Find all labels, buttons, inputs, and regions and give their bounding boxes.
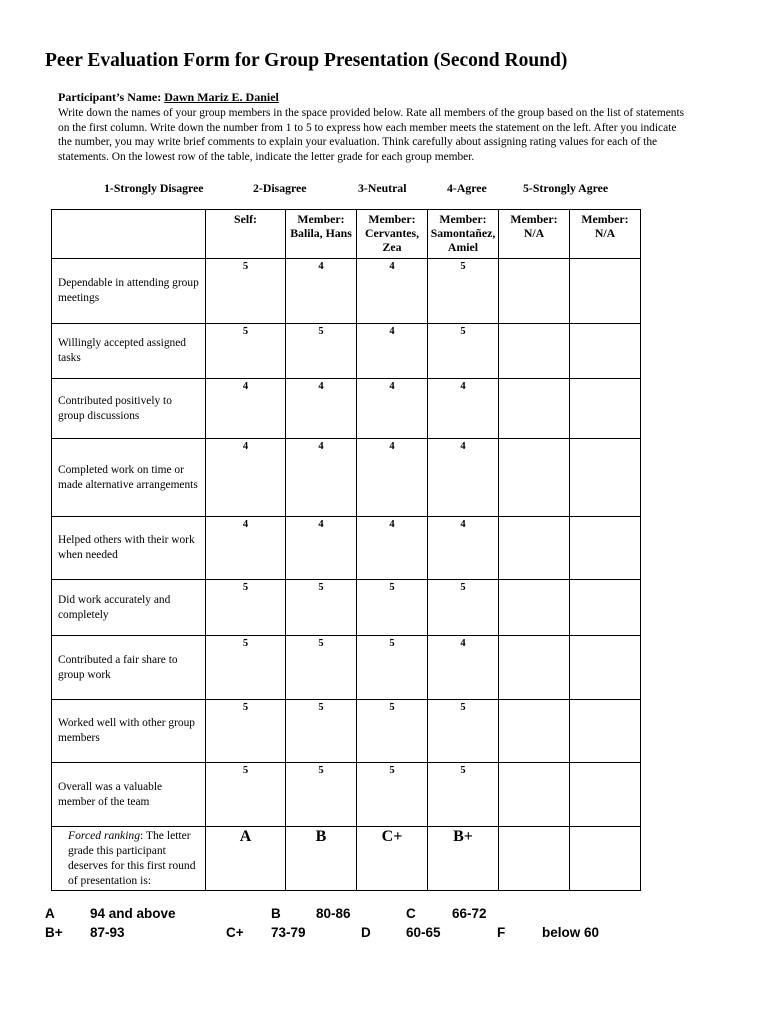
score-cell[interactable] <box>570 259 641 324</box>
header-member-4 <box>499 210 570 259</box>
grade-key-d-range: 60-65 <box>406 925 441 940</box>
header-line: Member: <box>439 212 487 226</box>
participant-label: Participant’s Name: <box>58 90 162 104</box>
score-cell[interactable]: 4 <box>286 517 357 580</box>
forced-ranking-label: Forced ranking <box>68 829 141 842</box>
score-cell[interactable]: 5 <box>357 763 428 827</box>
score-cell[interactable] <box>499 763 570 827</box>
header-member-1 <box>286 210 357 259</box>
score-cell[interactable]: 5 <box>206 580 286 636</box>
score-cell[interactable]: 5 <box>286 636 357 700</box>
header-member-name: Balila, Hans <box>290 226 352 240</box>
score-cell[interactable]: 4 <box>428 517 499 580</box>
score-cell[interactable]: 4 <box>428 439 499 517</box>
forced-ranking-cell <box>52 827 206 891</box>
letter-grade-cell[interactable] <box>570 827 641 891</box>
instructions: Write down the names of your group members in the space provided below. Rate all members of the group based on the list of statements on the first column. Write down the number from 1 to 5 to express how each member meets the statement on the left. After you indicate the number, you may write brief comments to explain your evaluation. Think carefully about assigning rating values for each of the statements. On the lowest row of the table, indicate the letter grade for each group member. <box>58 107 685 163</box>
score-cell[interactable] <box>499 517 570 580</box>
score-cell[interactable] <box>499 379 570 439</box>
score-cell[interactable] <box>499 439 570 517</box>
score-cell[interactable]: 4 <box>357 439 428 517</box>
header-row <box>52 210 641 259</box>
scale-2: 2-Disagree <box>253 181 307 195</box>
participant-line <box>58 90 279 105</box>
score-cell[interactable]: 5 <box>428 259 499 324</box>
table-row <box>52 259 641 324</box>
table-row <box>52 439 641 517</box>
header-member-5 <box>570 210 641 259</box>
header-line: Member: <box>368 212 416 226</box>
statement-cell: Contributed a fair share to group work <box>52 636 206 700</box>
score-cell[interactable]: 5 <box>428 580 499 636</box>
score-cell[interactable]: 4 <box>286 259 357 324</box>
score-cell[interactable] <box>499 259 570 324</box>
score-cell[interactable]: 4 <box>206 439 286 517</box>
table-row <box>52 379 641 439</box>
grade-key-cplus-letter: C+ <box>226 925 244 940</box>
score-cell[interactable]: 4 <box>286 379 357 439</box>
score-cell[interactable]: 5 <box>357 636 428 700</box>
header-line: Member: <box>581 212 629 226</box>
statement-cell: Completed work on time or made alternative arrangements <box>52 439 206 517</box>
letter-grade-cell[interactable]: B <box>286 827 357 891</box>
table-row <box>52 763 641 827</box>
header-member-name: N/A <box>594 226 616 240</box>
header-member-name-2: Zea <box>382 240 402 254</box>
header-member-3 <box>428 210 499 259</box>
score-cell[interactable]: 5 <box>286 763 357 827</box>
table-row <box>52 700 641 763</box>
grade-key-bplus-letter: B+ <box>45 925 63 940</box>
score-cell[interactable] <box>570 517 641 580</box>
header-line: Member: <box>297 212 345 226</box>
score-cell[interactable]: 4 <box>357 324 428 379</box>
letter-grade-cell[interactable] <box>499 827 570 891</box>
statement-cell: Dependable in attending group meetings <box>52 259 206 324</box>
score-cell[interactable]: 5 <box>286 580 357 636</box>
score-cell[interactable]: 4 <box>206 379 286 439</box>
header-member-name: Samontañez, <box>430 226 496 240</box>
score-cell[interactable] <box>570 324 641 379</box>
score-cell[interactable]: 5 <box>206 700 286 763</box>
header-blank-cell <box>52 210 206 259</box>
letter-grade-cell[interactable]: A <box>206 827 286 891</box>
grade-key-bplus-range: 87-93 <box>90 925 125 940</box>
score-cell[interactable] <box>570 439 641 517</box>
score-cell[interactable] <box>499 580 570 636</box>
score-cell[interactable]: 5 <box>206 259 286 324</box>
grade-key-c-letter: C <box>406 906 416 921</box>
score-cell[interactable] <box>570 580 641 636</box>
score-cell[interactable]: 5 <box>206 636 286 700</box>
grade-key-a-range: 94 and above <box>90 906 176 921</box>
header-member-name: Cervantes, <box>364 226 420 240</box>
scale-5: 5-Strongly Agree <box>523 181 609 195</box>
score-cell[interactable]: 5 <box>428 763 499 827</box>
score-cell[interactable] <box>570 379 641 439</box>
score-cell[interactable] <box>499 636 570 700</box>
score-cell[interactable] <box>499 324 570 379</box>
grade-key-b-letter: B <box>271 906 281 921</box>
grade-key-c-range: 66-72 <box>452 906 487 921</box>
score-cell[interactable]: 5 <box>286 700 357 763</box>
score-cell[interactable]: 4 <box>357 517 428 580</box>
statement-cell: Helped others with their work when needed <box>52 517 206 580</box>
score-cell[interactable]: 4 <box>428 636 499 700</box>
score-cell[interactable]: 4 <box>206 517 286 580</box>
form-title: Peer Evaluation Form for Group Presentation (Second Round) <box>45 50 568 71</box>
statement-cell: Overall was a valuable member of the team <box>52 763 206 827</box>
table-row <box>52 517 641 580</box>
statement-cell: Contributed positively to group discussions <box>52 379 206 439</box>
grade-key-f-range: below 60 <box>542 925 600 940</box>
scale-1: 1-Strongly Disagree <box>104 181 204 195</box>
grade-key-a-letter: A <box>45 906 55 921</box>
grade-key-b-range: 80-86 <box>316 906 351 921</box>
scale-4: 4-Agree <box>447 181 487 195</box>
forced-ranking-row <box>52 827 641 891</box>
score-cell[interactable] <box>570 636 641 700</box>
score-cell[interactable]: 4 <box>357 379 428 439</box>
statement-cell: Worked well with other group members <box>52 700 206 763</box>
score-cell[interactable]: 5 <box>357 700 428 763</box>
header-member-name: N/A <box>523 226 545 240</box>
letter-grade-cell[interactable]: B+ <box>428 827 499 891</box>
score-cell[interactable]: 4 <box>357 259 428 324</box>
scale-3: 3-Neutral <box>358 181 407 195</box>
table-row <box>52 580 641 636</box>
statement-cell: Willingly accepted assigned tasks <box>52 324 206 379</box>
grade-key-f-letter: F <box>497 925 506 940</box>
score-cell[interactable]: 5 <box>428 700 499 763</box>
header-line: Self: <box>234 212 257 226</box>
table-row <box>52 324 641 379</box>
forced-ranking-text: : The letter grade this participant deserves for this first round of presentation is: <box>68 829 196 887</box>
header-member-name-2: Amiel <box>447 240 479 254</box>
score-cell[interactable]: 5 <box>206 324 286 379</box>
header-line: Member: <box>510 212 558 226</box>
score-cell[interactable]: 4 <box>428 379 499 439</box>
score-cell[interactable]: 5 <box>428 324 499 379</box>
score-cell[interactable] <box>499 700 570 763</box>
score-cell[interactable]: 4 <box>286 439 357 517</box>
statement-cell: Did work accurately and completely <box>52 580 206 636</box>
participant-name: Dawn Mariz E. Daniel <box>164 90 279 104</box>
score-cell[interactable]: 5 <box>357 580 428 636</box>
header-member-2 <box>357 210 428 259</box>
score-cell[interactable] <box>570 700 641 763</box>
letter-grade-cell[interactable]: C+ <box>357 827 428 891</box>
table-row <box>52 636 641 700</box>
score-cell[interactable] <box>570 763 641 827</box>
evaluation-table <box>51 209 641 891</box>
header-self <box>206 210 286 259</box>
score-cell[interactable]: 5 <box>206 763 286 827</box>
grade-key-d-letter: D <box>361 925 371 940</box>
grade-key-cplus-range: 73-79 <box>271 925 306 940</box>
score-cell[interactable]: 5 <box>286 324 357 379</box>
